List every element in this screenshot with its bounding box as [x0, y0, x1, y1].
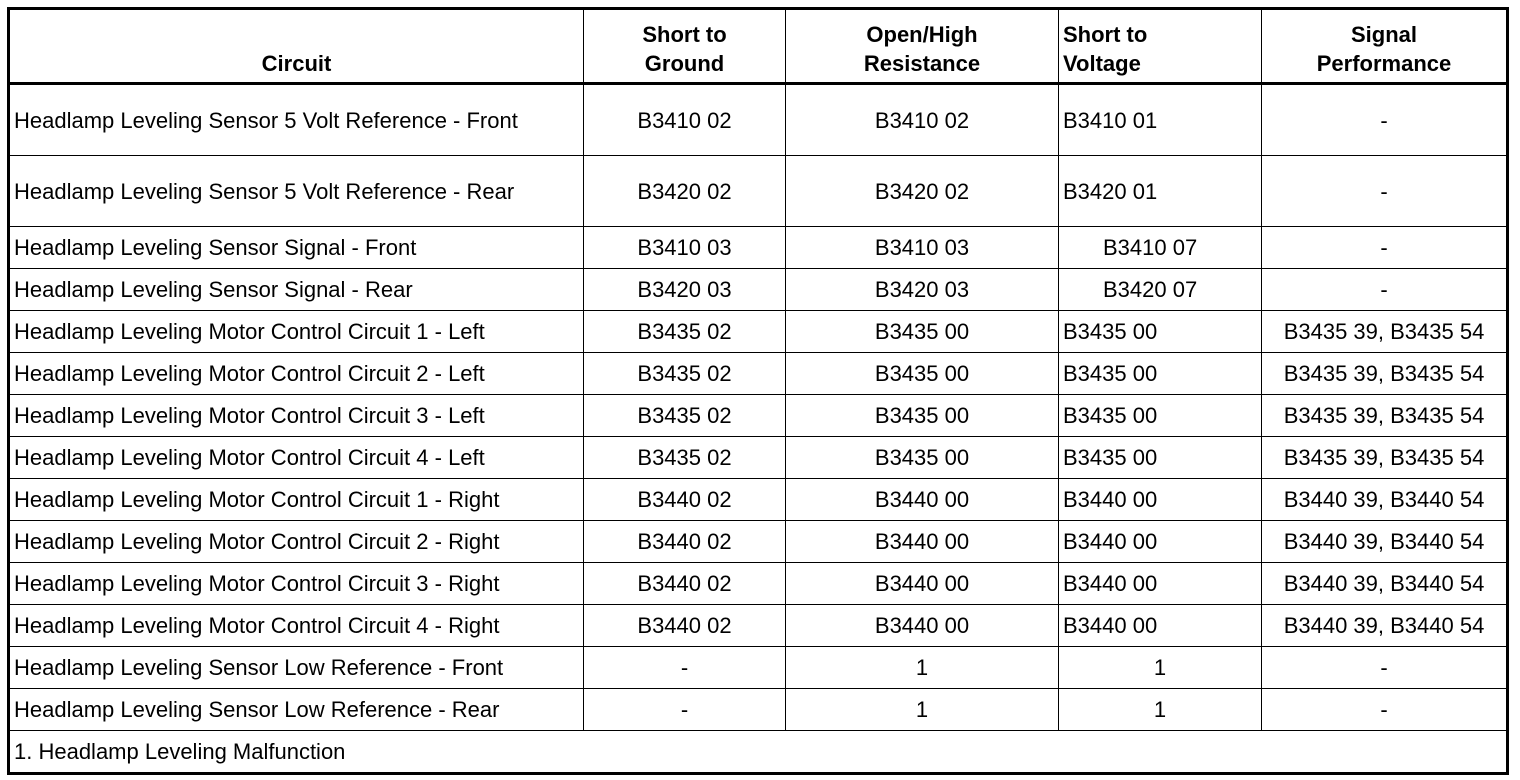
short-to-voltage-cell: 1	[1059, 689, 1262, 731]
signal-performance-cell: B3440 39, B3440 54	[1262, 479, 1508, 521]
short-to-voltage-cell: B3420 01	[1059, 156, 1262, 227]
short-to-voltage-cell: B3435 00	[1059, 395, 1262, 437]
open-high-resistance-cell: B3440 00	[786, 563, 1059, 605]
short-to-ground-cell: B3440 02	[584, 479, 786, 521]
signal-performance-cell: B3435 39, B3435 54	[1262, 437, 1508, 479]
table-row	[9, 647, 1508, 689]
open-high-resistance-cell: B3435 00	[786, 437, 1059, 479]
header-circuit	[9, 9, 584, 84]
header-signal-performance-line-2: Performance	[1316, 51, 1452, 76]
table-row	[9, 437, 1508, 479]
header-signal-performance	[1262, 9, 1508, 84]
circuit-cell: Headlamp Leveling Motor Control Circuit 2 - Right	[9, 521, 584, 563]
signal-performance-cell: -	[1262, 269, 1508, 311]
header-circuit-line: Circuit	[261, 51, 332, 76]
signal-performance-cell: -	[1262, 227, 1508, 269]
header-open-high-resistance-line-1: Open/High	[866, 22, 978, 47]
header-open-high-resistance-line-2: Resistance	[863, 51, 981, 76]
circuit-cell: Headlamp Leveling Motor Control Circuit 2 - Left	[9, 353, 584, 395]
open-high-resistance-cell: B3440 00	[786, 605, 1059, 647]
short-to-voltage-cell: B3410 07	[1059, 227, 1262, 269]
header-open-high-resistance	[786, 9, 1059, 84]
table-row	[9, 156, 1508, 227]
signal-performance-cell: -	[1262, 689, 1508, 731]
header-short-to-ground-line-1: Short to	[642, 22, 727, 47]
short-to-voltage-cell: B3420 07	[1059, 269, 1262, 311]
circuit-cell: Headlamp Leveling Motor Control Circuit 3 - Right	[9, 563, 584, 605]
circuit-cell: Headlamp Leveling Sensor 5 Volt Reference - Rear	[9, 156, 584, 227]
table-header	[9, 9, 1508, 84]
signal-performance-cell: B3435 39, B3435 54	[1262, 395, 1508, 437]
header-short-to-ground-line-2: Ground	[644, 51, 725, 76]
table-row	[9, 311, 1508, 353]
signal-performance-cell: -	[1262, 156, 1508, 227]
footnote-row	[9, 731, 1508, 774]
short-to-voltage-cell: 1	[1059, 647, 1262, 689]
open-high-resistance-cell: B3435 00	[786, 395, 1059, 437]
short-to-voltage-cell: B3440 00	[1059, 479, 1262, 521]
table-row	[9, 353, 1508, 395]
short-to-voltage-cell: B3435 00	[1059, 353, 1262, 395]
signal-performance-cell: B3435 39, B3435 54	[1262, 311, 1508, 353]
short-to-ground-cell: B3420 02	[584, 156, 786, 227]
signal-performance-cell: -	[1262, 84, 1508, 156]
circuit-cell: Headlamp Leveling Motor Control Circuit 1 - Right	[9, 479, 584, 521]
header-row	[9, 9, 1508, 84]
header-short-to-ground	[584, 9, 786, 84]
circuit-cell: Headlamp Leveling Sensor Low Reference - Front	[9, 647, 584, 689]
header-signal-performance-line-1: Signal	[1350, 22, 1417, 47]
open-high-resistance-cell: B3420 03	[786, 269, 1059, 311]
footnote: 1. Headlamp Leveling Malfunction	[9, 731, 1508, 774]
circuit-cell: Headlamp Leveling Motor Control Circuit 4 - Left	[9, 437, 584, 479]
circuit-cell: Headlamp Leveling Motor Control Circuit 4 - Right	[9, 605, 584, 647]
circuit-cell: Headlamp Leveling Sensor Low Reference - Rear	[9, 689, 584, 731]
circuit-cell: Headlamp Leveling Sensor 5 Volt Reference - Front	[9, 84, 584, 156]
open-high-resistance-cell: 1	[786, 689, 1059, 731]
table-row	[9, 269, 1508, 311]
dtc-table-container	[7, 7, 1509, 775]
short-to-ground-cell: B3410 02	[584, 84, 786, 156]
short-to-ground-cell: B3435 02	[584, 353, 786, 395]
dtc-circuit-table	[7, 7, 1509, 775]
signal-performance-cell: B3435 39, B3435 54	[1262, 353, 1508, 395]
circuit-cell: Headlamp Leveling Motor Control Circuit 3 - Left	[9, 395, 584, 437]
open-high-resistance-cell: B3435 00	[786, 311, 1059, 353]
table-row	[9, 563, 1508, 605]
short-to-ground-cell: B3435 02	[584, 395, 786, 437]
table-row	[9, 395, 1508, 437]
signal-performance-cell: B3440 39, B3440 54	[1262, 605, 1508, 647]
short-to-ground-cell: B3420 03	[584, 269, 786, 311]
header-short-to-voltage-line-1: Short to	[1063, 22, 1148, 47]
short-to-ground-cell: B3440 02	[584, 521, 786, 563]
short-to-voltage-cell: B3440 00	[1059, 521, 1262, 563]
short-to-ground-cell: -	[584, 647, 786, 689]
short-to-ground-cell: B3440 02	[584, 563, 786, 605]
short-to-ground-cell: B3435 02	[584, 437, 786, 479]
signal-performance-cell: -	[1262, 647, 1508, 689]
short-to-voltage-cell: B3410 01	[1059, 84, 1262, 156]
header-short-to-voltage	[1059, 9, 1262, 84]
open-high-resistance-cell: B3435 00	[786, 353, 1059, 395]
open-high-resistance-cell: B3410 02	[786, 84, 1059, 156]
open-high-resistance-cell: B3440 00	[786, 479, 1059, 521]
signal-performance-cell: B3440 39, B3440 54	[1262, 521, 1508, 563]
short-to-ground-cell: B3435 02	[584, 311, 786, 353]
table-row	[9, 521, 1508, 563]
open-high-resistance-cell: B3420 02	[786, 156, 1059, 227]
short-to-voltage-cell: B3435 00	[1059, 437, 1262, 479]
open-high-resistance-cell: B3410 03	[786, 227, 1059, 269]
circuit-cell: Headlamp Leveling Sensor Signal - Front	[9, 227, 584, 269]
short-to-ground-cell: B3440 02	[584, 605, 786, 647]
short-to-ground-cell: B3410 03	[584, 227, 786, 269]
table-row	[9, 479, 1508, 521]
short-to-voltage-cell: B3435 00	[1059, 311, 1262, 353]
short-to-voltage-cell: B3440 00	[1059, 563, 1262, 605]
open-high-resistance-cell: B3440 00	[786, 521, 1059, 563]
table-row	[9, 605, 1508, 647]
table-body	[9, 84, 1508, 774]
short-to-voltage-cell: B3440 00	[1059, 605, 1262, 647]
table-row	[9, 689, 1508, 731]
open-high-resistance-cell: 1	[786, 647, 1059, 689]
signal-performance-cell: B3440 39, B3440 54	[1262, 563, 1508, 605]
table-row	[9, 84, 1508, 156]
header-short-to-voltage-line-2: Voltage	[1063, 51, 1141, 76]
table-row	[9, 227, 1508, 269]
circuit-cell: Headlamp Leveling Sensor Signal - Rear	[9, 269, 584, 311]
short-to-ground-cell: -	[584, 689, 786, 731]
circuit-cell: Headlamp Leveling Motor Control Circuit 1 - Left	[9, 311, 584, 353]
